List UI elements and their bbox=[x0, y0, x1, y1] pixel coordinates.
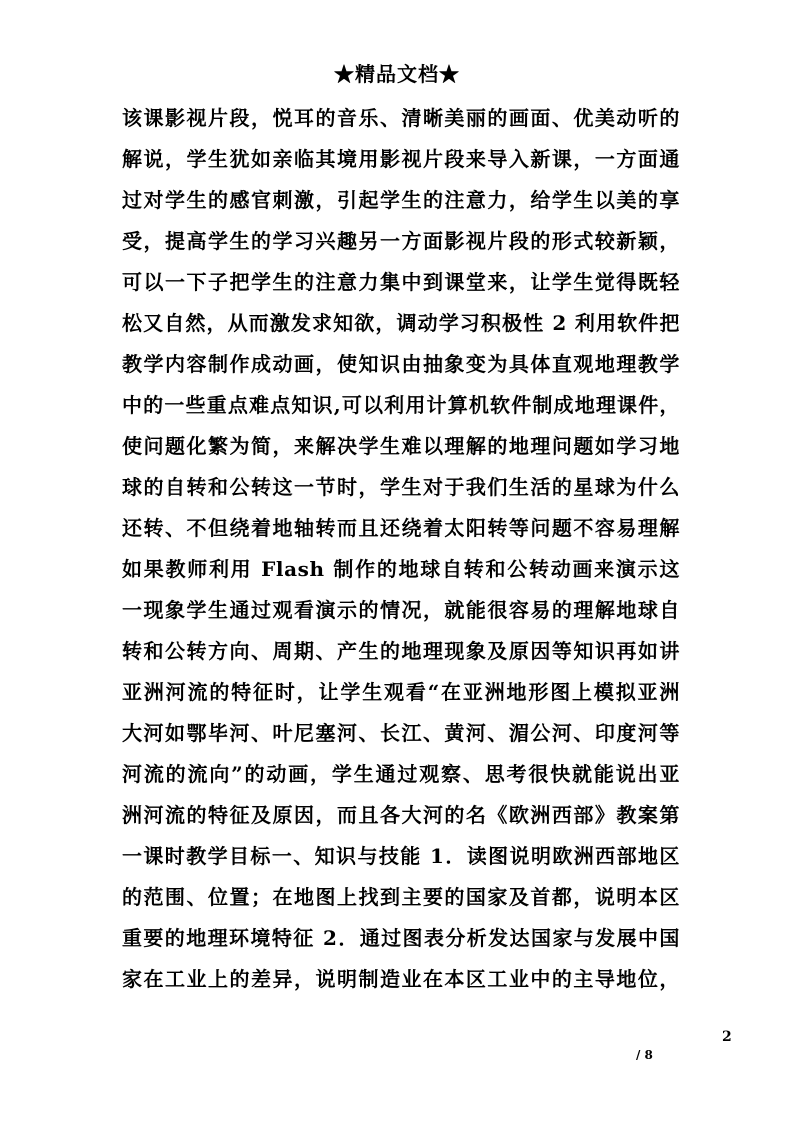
page-header-title: ★精品文档★ bbox=[334, 62, 460, 86]
text-line: 一课时教学目标一、知识与技能 1．读图说明欧洲西部地区 bbox=[122, 844, 680, 868]
text-line: 松又自然，从而激发求知欲，调动学习积极性 2 利用软件把 bbox=[122, 311, 680, 335]
text-line: 亚洲河流的特征时，让学生观看“在亚洲地形图上模拟亚洲 bbox=[122, 680, 680, 704]
text-line: 中的一些重点难点知识,可以利用计算机软件制成地理课件， bbox=[122, 393, 680, 417]
text-line: 该课影视片段，悦耳的音乐、清晰美丽的画面、优美动听的 bbox=[122, 106, 680, 130]
text-line: 家在工业上的差异，说明制造业在本区工业中的主导地位， bbox=[122, 967, 680, 991]
text-line: 一现象学生通过观看演示的情况，就能很容易的理解地球自 bbox=[122, 598, 680, 622]
text-line: 大河如鄂毕河、叶尼塞河、长江、黄河、湄公河、印度河等 bbox=[122, 721, 680, 745]
text-line: 的范围、位置；在地图上找到主要的国家及首都，说明本区 bbox=[122, 885, 680, 909]
document-body bbox=[122, 98, 680, 1000]
text-line: 使问题化繁为简，来解决学生难以理解的地理问题如学习地 bbox=[122, 434, 680, 458]
text-line: 教学内容制作成动画，使知识由抽象变为具体直观地理教学 bbox=[122, 352, 680, 376]
text-line: 解说，学生犹如亲临其境用影视片段来导入新课，一方面通 bbox=[122, 147, 680, 171]
text-line: 洲河流的特征及原因，而且各大河的名《欧洲西部》教案第 bbox=[122, 803, 680, 827]
text-line: 过对学生的感官刺激，引起学生的注意力，给学生以美的享 bbox=[122, 188, 680, 212]
text-line: 受，提高学生的学习兴趣另一方面影视片段的形式较新颖， bbox=[122, 229, 680, 253]
page-number: 2 bbox=[722, 1029, 732, 1045]
text-line: 河流的流向”的动画，学生通过观察、思考很快就能说出亚 bbox=[122, 762, 680, 786]
text-line: 重要的地理环境特征 2．通过图表分析发达国家与发展中国 bbox=[122, 926, 680, 950]
text-line: 可以一下子把学生的注意力集中到课堂来，让学生觉得既轻 bbox=[122, 270, 680, 294]
text-line: 还转、不但绕着地轴转而且还绕着太阳转等问题不容易理解 bbox=[122, 516, 680, 540]
text-line: 球的自转和公转这一节时，学生对于我们生活的星球为什么 bbox=[122, 475, 680, 499]
page-total: / 8 bbox=[636, 1048, 653, 1062]
text-line: 转和公转方向、周期、产生的地理现象及原因等知识再如讲 bbox=[122, 639, 680, 663]
text-line: 如果教师利用 Flash 制作的地球自转和公转动画来演示这 bbox=[122, 557, 680, 581]
